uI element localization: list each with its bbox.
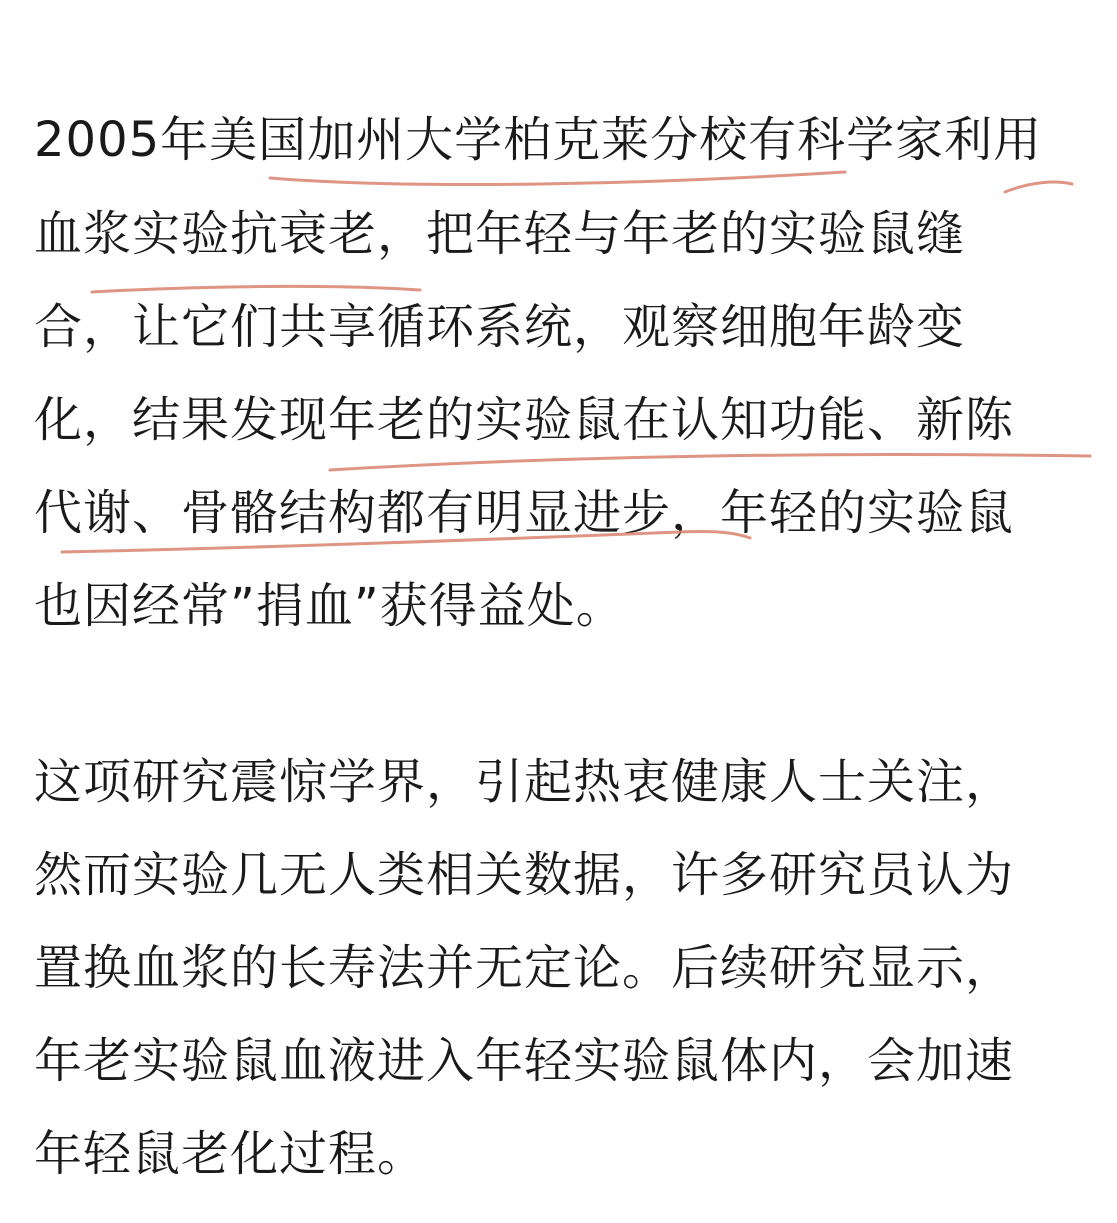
paragraph-line: 2005年美国加州大学柏克莱分校有科学家利用 <box>34 112 1043 168</box>
underline-stroke <box>330 455 1090 470</box>
underline-stroke <box>92 286 420 292</box>
paragraph-line: 年轻鼠老化过程。 <box>34 1126 427 1182</box>
paragraph-line: 这项研究震惊学界，引起热衷健康人士关注， <box>34 754 1015 810</box>
underline-stroke <box>1005 182 1072 192</box>
paragraph-line: 化，结果发现年老的实验鼠在认知功能、新陈 <box>34 392 1015 448</box>
paragraph-line: 也因经常”捐血”获得益处。 <box>34 578 625 634</box>
paragraph-line: 合，让它们共享循环系统，观察细胞年龄变 <box>34 299 966 355</box>
paragraph-line: 年老实验鼠血液进入年轻实验鼠体内，会加速 <box>34 1033 1015 1089</box>
paragraph-line: 置换血浆的长寿法并无定论。后续研究显示， <box>34 940 1015 996</box>
paragraph-line: 代谢、骨骼结构都有明显进步，年轻的实验鼠 <box>34 485 1015 541</box>
underline-stroke <box>270 172 845 185</box>
paragraph-line: 血浆实验抗衰老，把年轻与年老的实验鼠缝 <box>34 206 966 262</box>
paragraph-line: 然而实验几无人类相关数据，许多研究员认为 <box>34 847 1015 903</box>
